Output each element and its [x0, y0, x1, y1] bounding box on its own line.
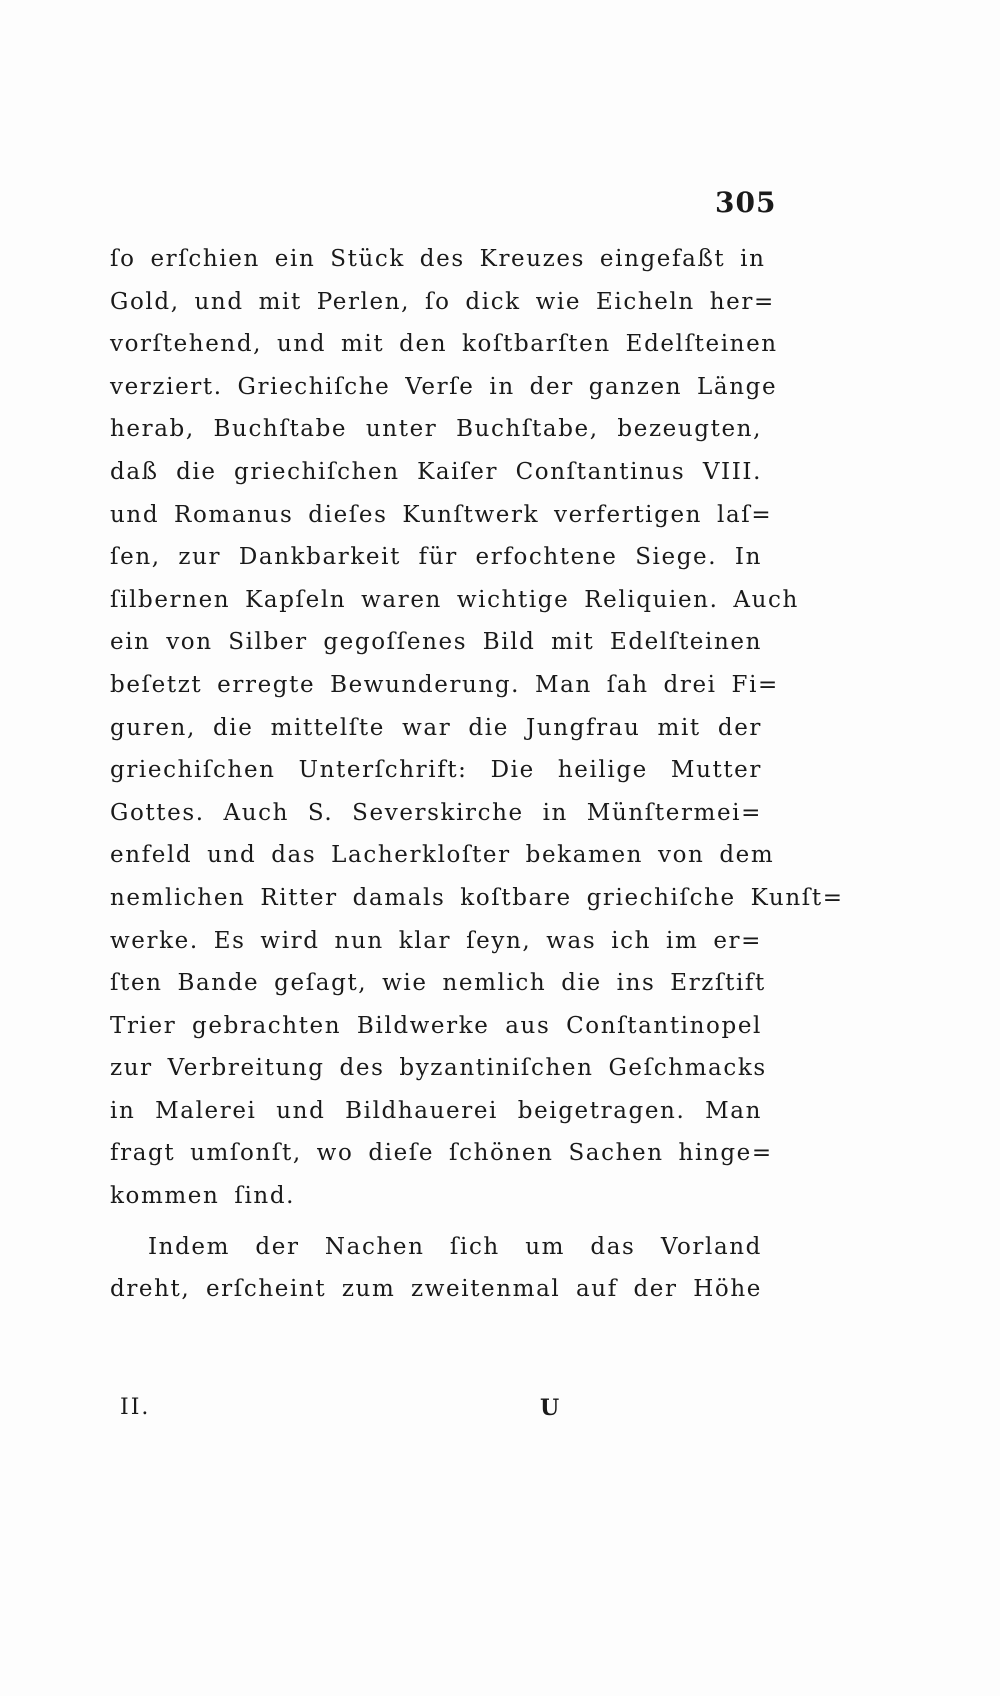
text-line: herab, Buchſtabe unter Buchſtabe, bezeugten, [110, 416, 762, 443]
text-line: verziert. Griechiſche Verſe in der ganzen Länge [110, 373, 778, 400]
text-line: ſen, zur Dankbarkeit für erfochtene Siege. In [110, 544, 762, 571]
text-line: in Malerei und Bildhauerei beigetragen. Man [110, 1097, 762, 1124]
text-line: ein von Silber gegoſſenes Bild mit Edelſteinen [110, 629, 762, 656]
text-line: Indem der Nachen ſich um das Vorland [148, 1233, 762, 1260]
volume-mark: II. [120, 1395, 151, 1420]
text-line: griechiſchen Unterſchrift: Die heilige Mutter [110, 757, 762, 784]
text-line: enfeld und das Lacherkloſter bekamen von dem [110, 842, 775, 869]
signature-mark: U [540, 1395, 560, 1421]
text-line: ſten Bande geſagt, wie nemlich die ins Erzſtift [110, 970, 766, 997]
text-line: werke. Es wird nun klar ſeyn, was ich im er= [110, 927, 762, 954]
text-line: Trier gebrachten Bildwerke aus Conſtantinopel [110, 1012, 762, 1039]
text-line: daß die griechiſchen Kaiſer Conſtantinus VIII. [110, 458, 762, 485]
text-line: nemlichen Ritter damals koſtbare griechiſche Kunſt= [110, 884, 844, 911]
text-line: ſo erſchien ein Stück des Kreuzes eingefaßt in [110, 246, 766, 272]
body-text [110, 238, 844, 1311]
text-line: und Romanus dieſes Kunſtwerk verfertigen laſ= [110, 501, 773, 528]
page-footer [110, 1395, 762, 1435]
text-line: beſetzt erregte Bewunderung. Man ſah drei Fi= [110, 671, 779, 698]
text-line: ſilbernen Kapſeln waren wichtige Reliquien. Auch [110, 586, 799, 613]
text-line: Gottes. Auch S. Severskirche in Münſtermei= [110, 799, 762, 826]
page-number: 305 [715, 186, 777, 219]
text-line: zur Verbreitung des byzantiniſchen Geſchmacks [110, 1055, 767, 1082]
text-line: dreht, erſcheint zum zweitenmal auf der Höhe [110, 1276, 762, 1303]
text-line: Gold, und mit Perlen, ſo dick wie Eicheln her= [110, 288, 775, 315]
text-line: guren, die mittelſte war die Jungfrau mit der [110, 714, 762, 741]
text-line: kommen ſind. [110, 1183, 296, 1210]
text-line: fragt umſonſt, wo dieſe ſchönen Sachen hinge= [110, 1140, 773, 1167]
text-line: vorſtehend, und mit den koſtbarſten Edelſteinen [110, 331, 778, 358]
